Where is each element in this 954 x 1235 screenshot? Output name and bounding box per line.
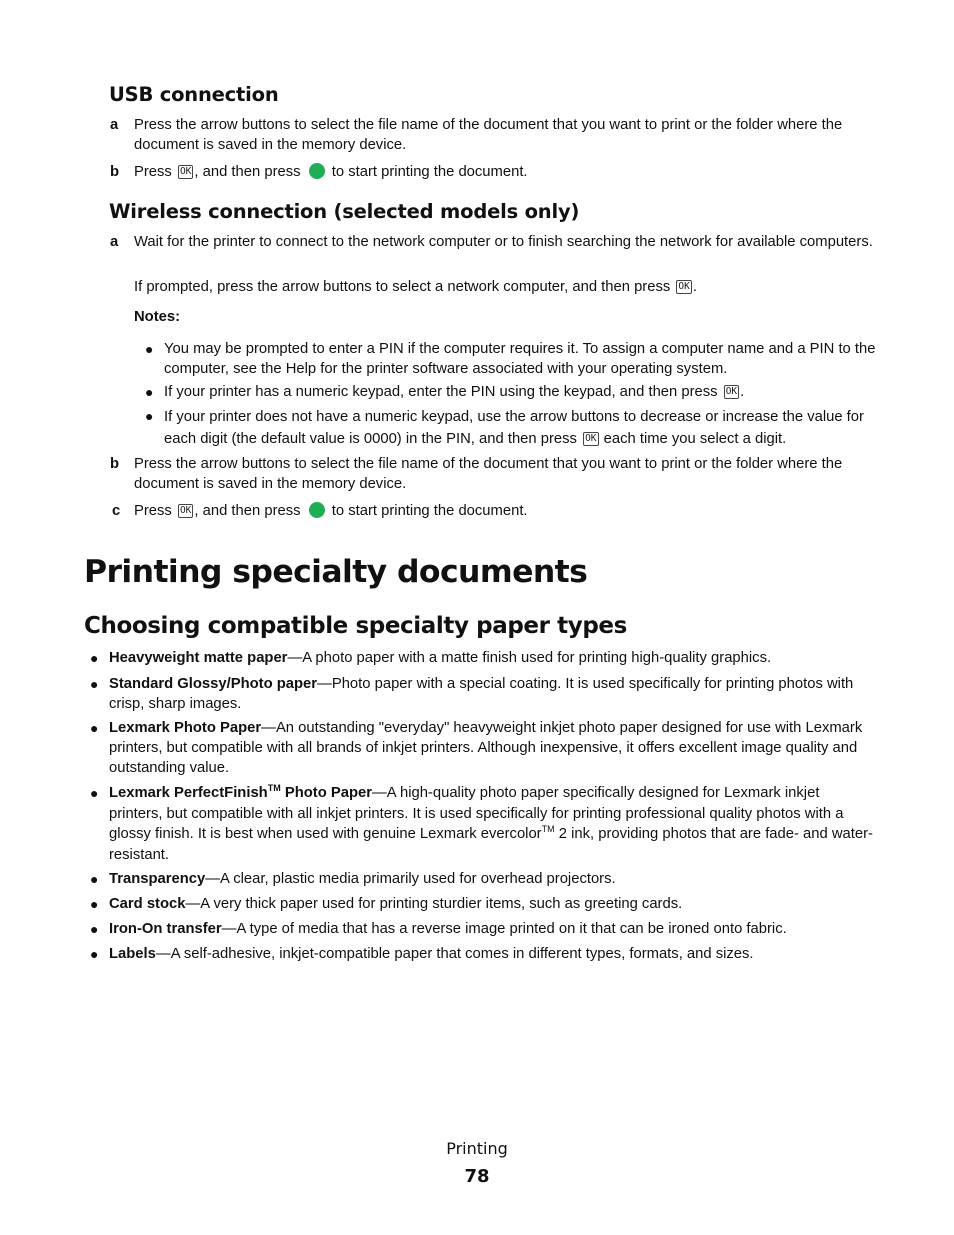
- list-item: [109, 674, 874, 714]
- trademark-mark: TM: [267, 783, 281, 793]
- wireless-step-b-text: Press the arrow buttons to select the file name of the document that you want to print or the folder where the document is saved in the memory device.: [134, 456, 843, 492]
- step-marker-a: a: [110, 117, 119, 133]
- item-desc: —A very thick paper used for printing sturdier items, such as greeting cards.: [185, 896, 683, 912]
- list-item: [109, 783, 874, 865]
- note-3: [164, 406, 876, 450]
- ok-button-icon: OK: [179, 166, 192, 177]
- wireless-step-c-post: to start printing the document.: [331, 503, 528, 519]
- list-item: [109, 718, 874, 778]
- item-desc: —Photo paper with a special coating. It is used specifically for printing photos with crisp, sharp images.: [109, 676, 854, 712]
- ok-button-icon: OK: [678, 281, 690, 292]
- step-marker-b: b: [110, 164, 120, 180]
- wireless-prompt-end: .: [692, 279, 697, 295]
- bullet-icon: ●: [90, 896, 99, 912]
- bullet-icon: ●: [90, 921, 99, 937]
- bullet-icon: ●: [90, 785, 99, 801]
- wireless-step-c: [134, 501, 874, 521]
- list-item: [109, 944, 874, 964]
- item-desc: —A type of media that has a reverse image printed on it that can be ironed onto fabric.: [221, 921, 787, 937]
- bullet-icon: ●: [90, 871, 99, 887]
- wireless-prompt-text: If prompted, press the arrow buttons to select a network computer, and then press: [134, 279, 671, 295]
- notes-label: Notes:: [134, 309, 181, 325]
- ok-button-icon: OK: [585, 433, 597, 444]
- item-term: Lexmark PerfectFinish: [109, 785, 268, 801]
- trademark-mark: TM: [541, 824, 555, 834]
- list-item: [109, 648, 874, 668]
- list-item: [109, 919, 874, 939]
- item-desc: —A clear, plastic media primarily used for overhead projectors.: [205, 871, 616, 887]
- bullet-icon: ●: [145, 384, 154, 400]
- item-term: Iron-On transfer: [109, 921, 222, 937]
- note-2-end: .: [740, 384, 745, 400]
- bullet-icon: ●: [145, 341, 154, 357]
- item-term: Card stock: [109, 896, 186, 912]
- note-2: [164, 382, 876, 402]
- list-item: [109, 894, 874, 914]
- list-item: [109, 869, 874, 889]
- page-title: Printing specialty documents: [84, 554, 588, 590]
- section-heading: Choosing compatible specialty paper types: [84, 613, 627, 639]
- wireless-step-c-mid: , and then press: [194, 503, 301, 519]
- note-3-pre: If your printer does not have a numeric keypad, use the arrow buttons to decrease or increase the value for each digit (the default value is 0000) in the PIN, and then press: [164, 409, 864, 447]
- start-button-icon: [309, 163, 325, 179]
- item-desc: —A self-adhesive, inkjet-compatible paper that comes in different types, formats, and sizes.: [155, 946, 754, 962]
- bullet-icon: ●: [90, 720, 99, 736]
- item-term-suffix: Photo Paper: [280, 785, 372, 801]
- item-term: Transparency: [109, 871, 206, 887]
- usb-step-b-pre: Press: [134, 164, 172, 180]
- wireless-step-c-pre: Press: [134, 503, 172, 519]
- usb-connection-heading: USB connection: [109, 83, 279, 106]
- footer-section-name: Printing: [446, 1139, 508, 1158]
- step-marker-c: c: [112, 503, 121, 519]
- wireless-connection-heading: Wireless connection (selected models only): [109, 200, 580, 223]
- bullet-icon: ●: [90, 650, 99, 666]
- bullet-icon: ●: [90, 946, 99, 962]
- start-button-icon: [309, 502, 325, 518]
- usb-step-b-post: to start printing the document.: [331, 164, 528, 180]
- usb-step-b: [134, 162, 874, 182]
- wireless-step-a-text: Wait for the printer to connect to the network computer or to finish searching the network for available computers.: [134, 234, 873, 250]
- item-desc-suffix: 2 ink, providing photos that are fade- and water-resistant.: [109, 826, 873, 863]
- ok-button-icon: OK: [725, 386, 738, 397]
- item-term: Labels: [109, 946, 156, 962]
- bullet-icon: ●: [90, 676, 99, 692]
- step-marker-b: b: [110, 456, 120, 472]
- item-desc: —A photo paper with a matte finish used for printing high-quality graphics.: [287, 650, 772, 666]
- note-2-text: If your printer has a numeric keypad, enter the PIN using the keypad, and then press: [164, 384, 718, 400]
- item-term: Heavyweight matte paper: [109, 650, 288, 666]
- usb-step-a-text: Press the arrow buttons to select the file name of the document that you want to print or the folder where the document is saved in the memory device.: [134, 117, 843, 153]
- note-1: You may be prompted to enter a PIN if the computer requires it. To assign a computer name and a PIN to the computer, see the Help for the printer software associated with your operating system.: [164, 341, 876, 377]
- item-term: Standard Glossy/Photo paper: [109, 676, 318, 692]
- bullet-icon: ●: [145, 408, 154, 424]
- ok-button-icon: OK: [179, 505, 192, 516]
- item-term: Lexmark Photo Paper: [109, 720, 262, 736]
- usb-step-b-mid: , and then press: [194, 164, 301, 180]
- step-marker-a: a: [110, 234, 119, 250]
- wireless-step-a-prompt: [134, 277, 874, 297]
- page-number: 78: [464, 1166, 490, 1187]
- item-desc: —A high-quality photo paper specifically designed for Lexmark inkjet printers, but compatible with all inkjet printers. It is used specifically for printing professional quality photos with a glossy finish. It is best when used with genuine Lexmark evercolor: [109, 785, 844, 842]
- item-desc: —An outstanding "everyday" heavyweight inkjet photo paper designed for use with Lexmark printers, but compatible with all brands of inkjet printers. Although inexpensive, it offers excellent image quality and outstanding value.: [109, 720, 863, 776]
- note-3-post: each time you select a digit.: [603, 431, 787, 447]
